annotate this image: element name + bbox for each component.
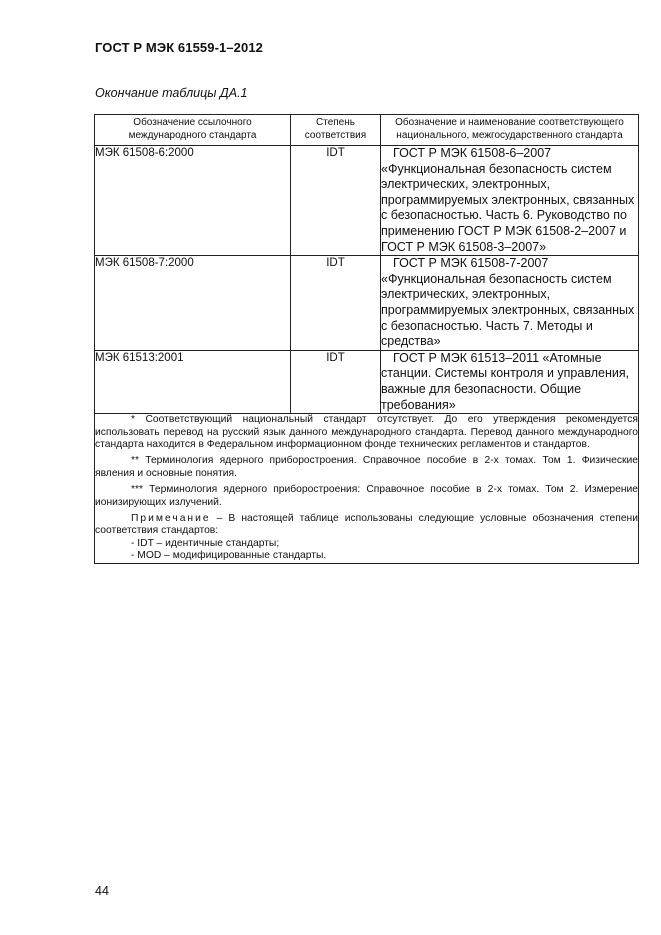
table-caption: Окончание таблицы ДА.1	[95, 86, 248, 100]
column-header-standard: Обозначение ссылочного международного стандарта	[95, 115, 291, 146]
note	[95, 513, 638, 538]
notes-row	[95, 414, 639, 563]
table-header-row	[95, 115, 639, 146]
note-label: Примечание	[131, 512, 211, 524]
footnote-1: * Соответствующий национальный стандарт отсутствует. До его утверждения рекомендуется использовать перевод на русский язык данного международного стандарта. Перевод данного международного стандарта находится в Федеральном информационном фонде технических регламентов и стандартов.	[95, 414, 638, 450]
table-row	[95, 146, 639, 256]
cell-degree: IDT	[291, 146, 381, 256]
cell-national	[381, 256, 639, 351]
cell-standard: МЭК 61513:2001	[95, 350, 291, 413]
page-number: 44	[95, 884, 109, 898]
column-header-national: Обозначение и наименование соответствующего национального, межгосударственного стандарта	[381, 115, 639, 146]
footnote-2: ** Терминология ядерного приборостроения. Справочное пособие в 2-х томах. Том 1. Физические явления и основные понятия.	[95, 455, 638, 479]
document-header: ГОСТ Р МЭК 61559-1–2012	[95, 40, 263, 55]
cell-degree: IDT	[291, 350, 381, 413]
footnote-3: *** Терминология ядерного приборостроения: Справочное пособие в 2-х томах. Том 2. Измерение ионизирующих излучений.	[95, 484, 638, 508]
cell-national-text: ГОСТ Р МЭК 61508-7-2007 «Функциональная безопасность систем электрических, электронных, программируемых электронных, связанных с безопасностью. Часть 7. Методы и средства»	[381, 256, 635, 349]
cell-standard: МЭК 61508-7:2000	[95, 256, 291, 351]
cell-national-text: ГОСТ Р МЭК 61513–2011 «Атомные станции. Системы контроля и управления, важные для безопасности. Общие требования»	[381, 350, 630, 412]
standards-table	[94, 114, 639, 564]
column-header-degree: Степень соответствия	[291, 115, 381, 146]
list-item: - IDT – идентичные стандарты;	[131, 537, 280, 549]
cell-national	[381, 350, 639, 413]
table-row	[95, 350, 639, 413]
note-text: – В настоящей таблице использованы следующие условные обозначения степени соответствия стандартов:	[95, 512, 638, 537]
cell-degree: IDT	[291, 256, 381, 351]
cell-national	[381, 146, 639, 256]
table-row	[95, 256, 639, 351]
cell-standard: МЭК 61508-6:2000	[95, 146, 291, 256]
cell-national-text: ГОСТ Р МЭК 61508-6–2007 «Функциональная безопасность систем электрических, электронных, программируемых электронных, связанных с безопасностью. Часть 6. Руководство по применению ГОСТ Р МЭК 61508-2–2007 и ГОСТ Р МЭК 61508-3–2007»	[381, 146, 635, 254]
list-item: - MOD – модифицированные стандарты.	[131, 550, 327, 562]
notes-cell	[95, 414, 639, 563]
